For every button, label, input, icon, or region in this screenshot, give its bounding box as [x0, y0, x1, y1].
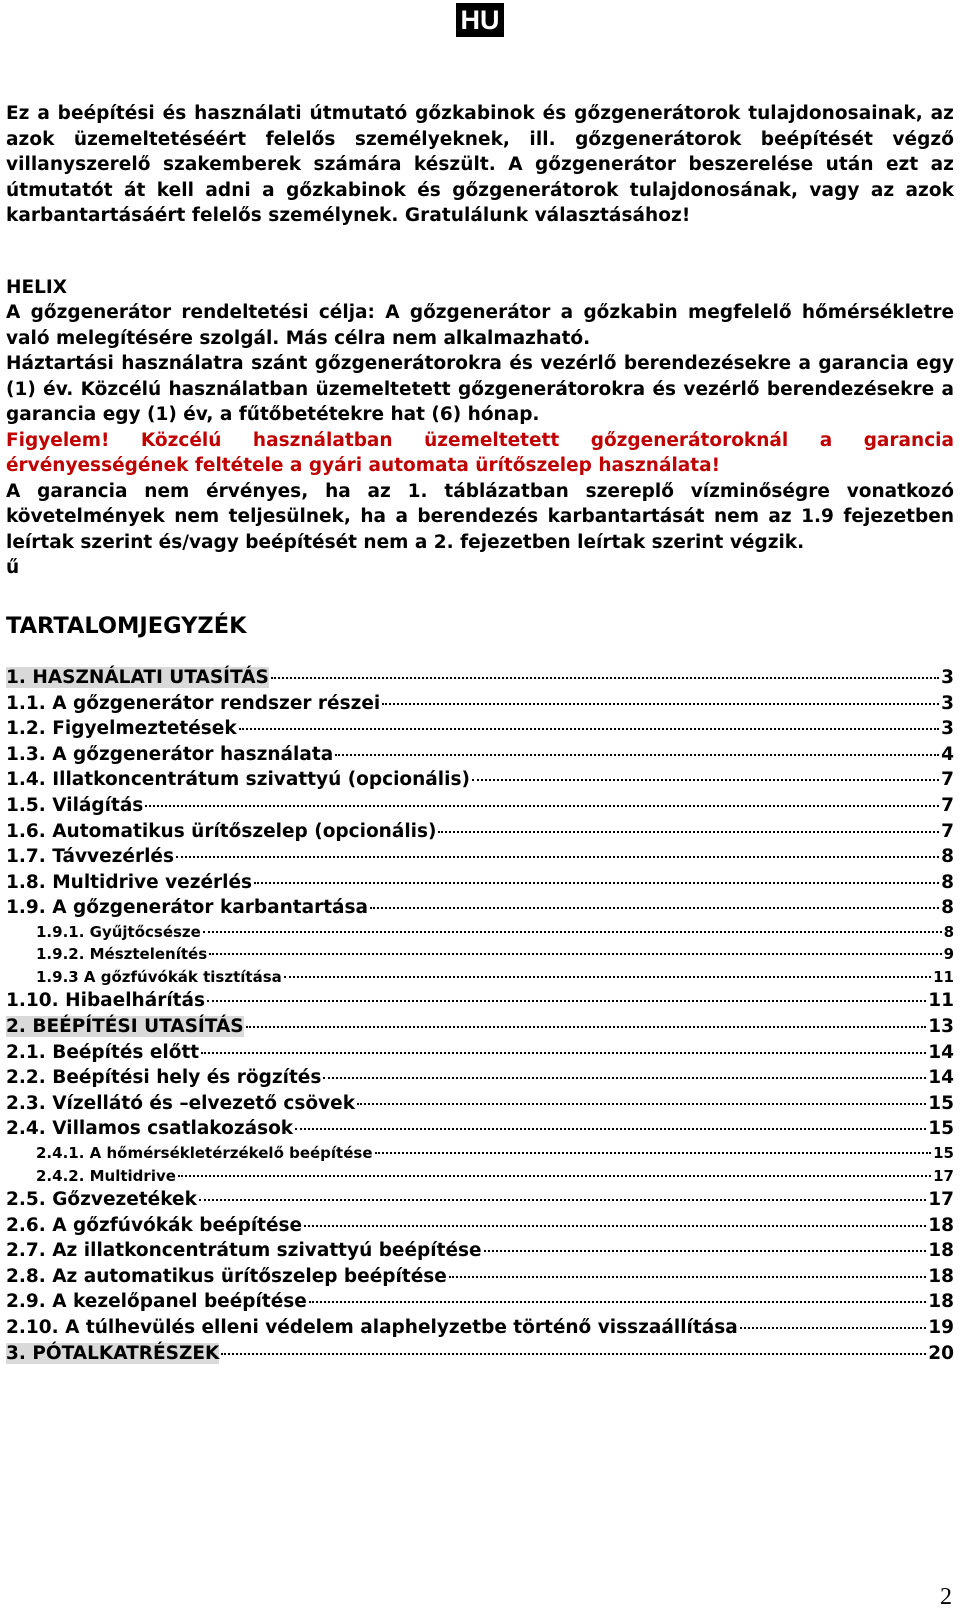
language-badge: HU	[456, 3, 504, 37]
toc-dot-leader	[271, 677, 939, 679]
toc-entry[interactable]	[6, 821, 954, 847]
toc-dot-leader	[309, 1301, 926, 1303]
toc-dot-leader	[449, 1276, 926, 1278]
toc-entry-page: 13	[928, 1016, 954, 1038]
toc-entry[interactable]	[6, 1266, 954, 1292]
toc-entry[interactable]	[6, 1144, 954, 1167]
toc-entry-label: 1.10. Hibaelhárítás	[6, 990, 206, 1012]
toc-title: TARTALOMJEGYZÉK	[6, 613, 247, 639]
toc-entry-page: 17	[933, 1166, 954, 1185]
toc-dot-leader	[246, 1026, 927, 1028]
intro-text: Ez a beépítési és használati útmutató gőzkabinok és gőzgenerátorok tulajdonosainak, az azok üzemeltetéséért felelős személyeknek, ill. gőzgenerátorok beépítését végző villanyszerelő szakemberek számára készült. A gőzgenerátor beszerelése után ezt az útmutatót át kell adni a gőzkabinok és gőzgenerátorok tulajdonosának, vagy az azok karbantartásáért felelős személynek. Gratulálunk választásához!	[6, 103, 954, 226]
toc-dot-leader	[178, 1175, 931, 1177]
toc-entry[interactable]	[6, 1317, 954, 1343]
toc-entry[interactable]	[6, 1067, 954, 1093]
toc-dot-leader	[357, 1103, 926, 1105]
toc-entry-label: 2.2. Beépítési hely és rögzítés	[6, 1067, 322, 1089]
toc-entry-label: 1.9.2. Mésztelenítés	[36, 945, 208, 964]
toc-entry[interactable]	[6, 1093, 954, 1119]
toc-entry-page: 11	[933, 967, 954, 986]
toc-entry-page: 4	[941, 743, 954, 765]
toc-dot-leader	[201, 1052, 926, 1054]
toc-dot-leader	[375, 1152, 932, 1154]
toc-entry[interactable]	[6, 846, 954, 872]
toc-dot-leader	[145, 805, 939, 807]
toc-entry-page: 8	[943, 922, 954, 941]
toc-entry-page: 3	[941, 667, 954, 688]
toc-entry-page: 17	[928, 1189, 954, 1210]
toc-entry[interactable]	[6, 990, 954, 1016]
toc-entry-label: 2.4.2. Multidrive	[36, 1166, 176, 1185]
toc-entry-label: 1. HASZNÁLATI UTASÍTÁS	[6, 667, 269, 688]
toc-entry-page: 18	[928, 1265, 954, 1287]
toc-entry-label: 1.5. Világítás	[6, 794, 144, 816]
toc-entry-label: 1.1. A gőzgenerátor rendszer részei	[6, 692, 381, 714]
toc-entry-page: 15	[928, 1118, 954, 1140]
toc-entry-page: 11	[928, 990, 954, 1012]
toc-dot-leader	[176, 856, 939, 858]
toc-dot-leader	[335, 754, 939, 756]
intro-paragraph	[6, 101, 954, 229]
stray-character: ű	[6, 557, 20, 578]
toc-dot-leader	[740, 1327, 927, 1329]
toc-dot-leader	[304, 1225, 926, 1227]
toc-entry-page: 18	[928, 1240, 954, 1262]
toc-entry[interactable]	[6, 744, 954, 770]
toc-entry-page: 8	[941, 871, 954, 893]
toc-dot-leader	[209, 953, 941, 955]
toc-dot-leader	[472, 779, 939, 781]
toc-entry-page: 20	[928, 1342, 954, 1364]
toc-entry[interactable]	[6, 1118, 954, 1144]
toc-entry-label: 1.3. A gőzgenerátor használata	[6, 743, 334, 765]
page-number: 2	[940, 1584, 952, 1610]
toc-entry[interactable]	[6, 1215, 954, 1241]
toc-entry-label: 1.4. Illatkoncentrátum szivattyú (opcionális)	[6, 769, 470, 791]
toc-entry-label: 2.10. A túlhevülés elleni védelem alaphelyzetbe történő visszaállítása	[6, 1316, 738, 1338]
toc-entry[interactable]	[6, 1189, 954, 1215]
toc-entry-label: 1.9.1. Gyűjtőcsésze	[36, 922, 201, 941]
toc-entry-label: 2.8. Az automatikus ürítőszelep beépítése	[6, 1265, 447, 1287]
toc-dot-leader	[438, 831, 939, 833]
toc-entry-label: 3. PÓTALKATRÉSZEK	[6, 1342, 220, 1364]
toc-dot-leader	[484, 1250, 927, 1252]
toc-entry[interactable]	[6, 1016, 954, 1042]
toc-entry[interactable]	[6, 872, 954, 898]
toc-entry[interactable]	[6, 1042, 954, 1068]
toc-entry[interactable]	[6, 1291, 954, 1317]
toc-entry-label: 2.7. Az illatkoncentrátum szivattyú beépítése	[6, 1240, 482, 1262]
toc-entry[interactable]	[6, 923, 954, 946]
warning-text: Figyelem! Közcélú használatban üzemeltetett gőzgenerátoroknál a garancia érvényességének feltétele a gyári automata ürítőszelep használata!	[6, 429, 954, 476]
toc-entry-label: 2.4. Villamos csatlakozások	[6, 1118, 294, 1140]
toc-entry-label: 1.9.3 A gőzfúvókák tisztítása	[36, 967, 282, 986]
toc-entry-page: 7	[941, 794, 954, 816]
toc-entry-page: 8	[941, 897, 954, 919]
toc-dot-leader	[207, 1000, 926, 1002]
toc-entry[interactable]	[6, 1240, 954, 1266]
toc-dot-leader	[295, 1128, 926, 1130]
toc-entry-page: 14	[928, 1041, 954, 1063]
toc-entry[interactable]	[6, 1343, 954, 1369]
toc-dot-leader	[323, 1077, 926, 1079]
toc-entry-page: 3	[941, 692, 954, 714]
toc-dot-leader	[221, 1353, 926, 1355]
product-title: HELIX	[6, 277, 68, 298]
toc-dot-leader	[239, 728, 939, 730]
toc-entry-label: 1.9. A gőzgenerátor karbantartása	[6, 897, 369, 919]
toc-entry-label: 2.5. Gőzvezetékek	[6, 1189, 197, 1210]
toc-entry-page: 9	[943, 945, 954, 964]
toc-entry-page: 7	[941, 769, 954, 791]
toc-entry-page: 3	[941, 718, 954, 740]
toc-entry[interactable]	[6, 667, 954, 693]
toc-entry-page: 7	[941, 820, 954, 842]
toc-entry[interactable]	[6, 945, 954, 968]
toc-entry-page: 18	[928, 1291, 954, 1313]
toc-entry[interactable]	[6, 1167, 954, 1190]
toc-entry-label: 2.1. Beépítés előtt	[6, 1041, 200, 1063]
toc-entry-label: 2. BEÉPÍTÉSI UTASÍTÁS	[6, 1016, 244, 1038]
toc-entry-label: 2.6. A gőzfúvókák beépítése	[6, 1214, 303, 1236]
toc-entry-page: 15	[933, 1144, 954, 1162]
purpose-text: A gőzgenerátor rendeltetési célja: A gőzgenerátor a gőzkabin megfelelő hőmérsékletre való melegítésére szolgál. Más célra nem alkalmazható.	[6, 302, 954, 349]
toc-dot-leader	[254, 882, 939, 884]
toc-entry-label: 1.2. Figyelmeztetések	[6, 718, 237, 740]
toc-entry-page: 18	[928, 1214, 954, 1236]
toc-dot-leader	[199, 1199, 926, 1201]
warranty-text: Háztartási használatra szánt gőzgenerátorokra és vezérlő berendezésekre a garancia egy (1) év. Közcélú használatban üzemeltetett gőzgenerátorokra és vezérlő berendezésekre a garancia egy (1) év, a fűtőbetétekre hat (6) hónap.	[6, 353, 954, 425]
toc-entry-page: 14	[928, 1067, 954, 1089]
toc-dot-leader	[203, 931, 942, 933]
toc-entry[interactable]	[6, 795, 954, 821]
toc-entry-label: 1.8. Multidrive vezérlés	[6, 871, 253, 893]
toc-entry-label: 2.3. Vízellátó és –elvezető csövek	[6, 1092, 356, 1114]
toc-entry-page: 19	[928, 1316, 954, 1338]
toc-entry[interactable]	[6, 968, 954, 991]
toc-dot-leader	[370, 907, 939, 909]
toc-entry-label: 1.7. Távvezérlés	[6, 846, 174, 868]
product-info	[6, 300, 954, 581]
toc-entry-label: 2.9. A kezelőpanel beépítése	[6, 1291, 307, 1313]
toc-entry-label: 1.6. Automatikus ürítőszelep (opcionális)	[6, 820, 437, 842]
toc-dot-leader	[382, 703, 939, 705]
toc-entry[interactable]	[6, 769, 954, 795]
toc-entry[interactable]	[6, 718, 954, 744]
table-of-contents	[6, 667, 954, 1368]
toc-entry-label: 2.4.1. A hőmérsékletérzékelő beépítése	[36, 1144, 373, 1162]
toc-entry[interactable]	[6, 897, 954, 923]
toc-entry-page: 8	[941, 846, 954, 868]
toc-dot-leader	[284, 976, 931, 978]
toc-entry[interactable]	[6, 693, 954, 719]
warranty-invalid-text: A garancia nem érvényes, ha az 1. táblázatban szereplő vízminőségre vonatkozó követelmények nem teljesülnek, ha a berendezés karbantartását nem az 1.9 fejezetben leírtak szerint és/vagy beépítését nem a 2. fejezetben leírtak szerint végzik.	[6, 480, 954, 553]
toc-entry-page: 15	[928, 1092, 954, 1114]
